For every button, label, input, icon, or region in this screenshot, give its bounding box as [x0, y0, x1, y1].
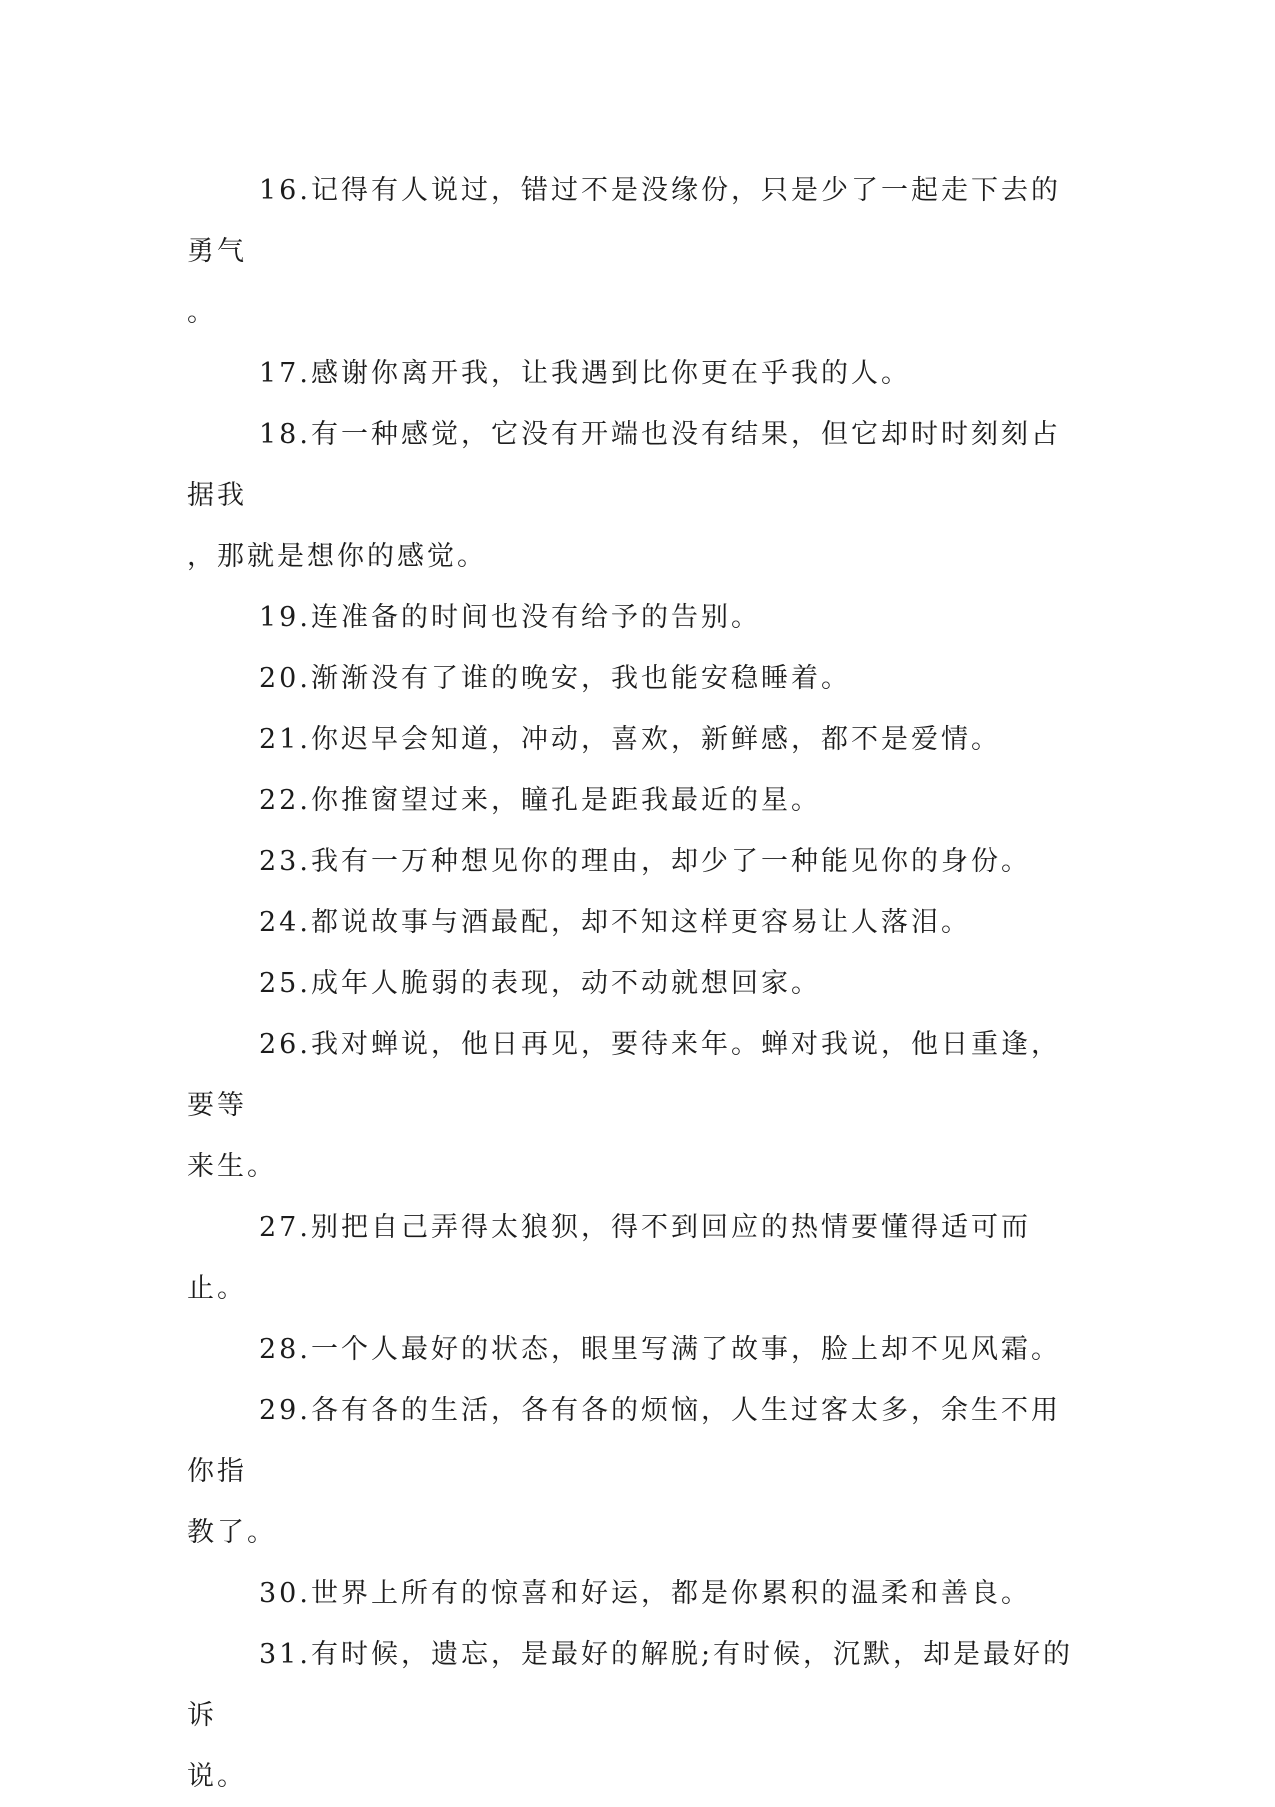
- paragraph-16: [187, 160, 1075, 343]
- paragraph-line: 。: [187, 297, 217, 328]
- paragraph-line: 教了。: [187, 1517, 277, 1548]
- document-body: [187, 160, 1075, 1807]
- paragraph-line: 20.渐渐没有了谁的晚安，我也能安稳睡着。: [259, 663, 851, 694]
- paragraph-line: 25.成年人脆弱的表现，动不动就想回家。: [259, 968, 821, 999]
- paragraph-21: [187, 709, 1075, 770]
- paragraph-line: 21.你迟早会知道，冲动，喜欢，新鲜感，都不是爱情。: [259, 724, 1001, 755]
- paragraph-line: 18.有一种感觉，它没有开端也没有结果，但它却时时刻刻占据我: [187, 419, 1061, 511]
- paragraph-line: 23.我有一万种想见你的理由，却少了一种能见你的身份。: [259, 846, 1031, 877]
- paragraph-line: 31.有时候，遗忘，是最好的解脱;有时候，沉默，却是最好的诉: [187, 1639, 1074, 1731]
- paragraph-22: [187, 770, 1075, 831]
- paragraph-line: 29.各有各的生活，各有各的烦恼，人生过客太多，余生不用你指: [187, 1395, 1061, 1487]
- paragraph-25: [187, 953, 1075, 1014]
- paragraph-17: [187, 343, 1075, 404]
- paragraph-line: 16.记得有人说过，错过不是没缘份，只是少了一起走下去的勇气: [187, 175, 1061, 267]
- paragraph-28: [187, 1319, 1075, 1380]
- paragraph-18: [187, 404, 1075, 587]
- paragraph-27: [187, 1197, 1075, 1319]
- paragraph-24: [187, 892, 1075, 953]
- paragraph-19: [187, 587, 1075, 648]
- paragraph-line: ，那就是想你的感觉。: [187, 541, 487, 572]
- paragraph-line: 22.你推窗望过来，瞳孔是距我最近的星。: [259, 785, 821, 816]
- paragraph-line: 26.我对蝉说，他日再见，要待来年。蝉对我说，他日重逢，要等: [187, 1029, 1061, 1121]
- paragraph-line: 30.世界上所有的惊喜和好运，都是你累积的温柔和善良。: [259, 1578, 1031, 1609]
- paragraph-31: [187, 1624, 1075, 1807]
- paragraph-line: 27.别把自己弄得太狼狈，得不到回应的热情要懂得适可而止。: [187, 1212, 1031, 1304]
- paragraph-30: [187, 1563, 1075, 1624]
- paragraph-line: 说。: [187, 1761, 247, 1792]
- paragraph-23: [187, 831, 1075, 892]
- paragraph-26: [187, 1014, 1075, 1197]
- paragraph-line: 28.一个人最好的状态，眼里写满了故事，脸上却不见风霜。: [259, 1334, 1061, 1365]
- paragraph-line: 来生。: [187, 1151, 277, 1182]
- paragraph-20: [187, 648, 1075, 709]
- paragraph-line: 19.连准备的时间也没有给予的告别。: [259, 602, 761, 633]
- paragraph-line: 17.感谢你离开我，让我遇到比你更在乎我的人。: [259, 358, 911, 389]
- paragraph-line: 24.都说故事与酒最配，却不知这样更容易让人落泪。: [259, 907, 971, 938]
- paragraph-29: [187, 1380, 1075, 1563]
